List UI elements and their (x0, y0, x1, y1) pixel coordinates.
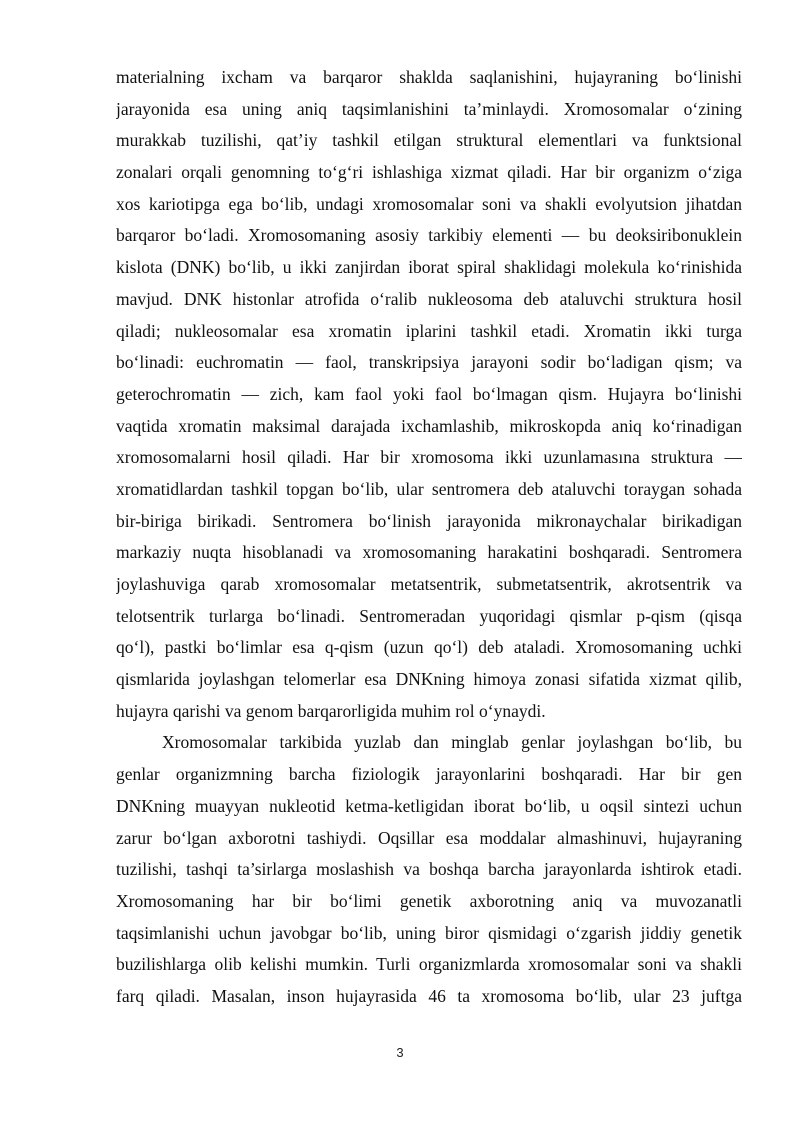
text-line: buzilishlarga olib kelishi mumkin. Turli organizmlarda xromosomalar soni va shakli (116, 954, 742, 975)
text-line: taqsimlanishi uchun javobgar bo‘lib, uning biror qismidagi o‘zgarish jiddiy genetik (116, 922, 742, 943)
text-line: xromosomalarni hosil qiladi. Har bir xromosoma ikki uzunlamasına struktura — (116, 447, 742, 468)
text-line: farq qiladi. Masalan, inson hujayrasida 46 ta xromosoma bo‘lib, ular 23 juftga (116, 985, 742, 1006)
text-line: bo‘linadi: euchromatin — faol, transkripsiya jarayoni sodir bo‘ladigan qism; va (116, 352, 742, 373)
text-line: vaqtida xromatin maksimal darajada ixchamlashib, mikroskopda aniq ko‘rinadigan (116, 415, 742, 436)
body-text (116, 62, 742, 1013)
text-line: kislota (DNK) bo‘lib, u ikki zanjirdan iborat spiral shaklidagi molekula ko‘rinishida (116, 257, 742, 278)
text-line: DNKning muayyan nukleotid ketma-ketligidan iborat bo‘lib, u oqsil sintezi uchun (116, 795, 742, 816)
text-line: qiladi; nukleosomalar esa xromatin iplarini tashkil etadi. Xromatin ikki turga (116, 320, 742, 341)
paragraph (116, 727, 742, 1012)
text-line: genlar organizmning barcha fiziologik jarayonlarini boshqaradi. Har bir gen (116, 764, 742, 785)
text-line: joylashuviga qarab xromosomalar metatsentrik, submetatsentrik, akrotsentrik va (116, 574, 742, 594)
text-line: xos kariotipga ega bo‘lib, undagi xromosomalar soni va shakli evolyutsion jihatdan (116, 193, 742, 214)
text-line: telotsentrik turlarga bo‘linadi. Sentromeradan yuqoridagi qismlar p-qism (qisqa (116, 605, 742, 626)
text-line: geterochromatin — zich, kam faol yoki faol bo‘lmagan qism. Hujayra bo‘linishi (116, 383, 742, 404)
text-line: xromatidlardan tashkil topgan bo‘lib, ular sentromera deb ataluvchi toraygan sohada (116, 478, 742, 499)
text-line: qismlarida joylashgan telomerlar esa DNKning himoya zonasi sifatida xizmat qilib, (116, 669, 742, 690)
text-line: mavjud. DNK histonlar atrofida o‘ralib nukleosoma deb ataluvchi struktura hosil (116, 288, 742, 309)
text-line: zarur bo‘lgan axborotni tashiydi. Oqsillar esa moddalar almashinuvi, hujayraning (116, 827, 742, 848)
text-line: bir-biriga birikadi. Sentromera bo‘linish jarayonida mikronaychalar birikadigan (116, 510, 742, 531)
page-number: 3 (396, 1045, 404, 1060)
text-line: tuzilishi, tashqi ta’sirlarga moslashish va boshqa barcha jarayonlarda ishtirok etadi. (116, 859, 742, 880)
text-line: hujayra qarishi va genom barqarorligida muhim rol o‘ynaydi. (116, 700, 546, 721)
text-line: Xromosomalar tarkibida yuzlab dan minglab genlar joylashgan bo‘lib, bu (162, 732, 742, 753)
text-line: materialning ixcham va barqaror shaklda saqlanishini, hujayraning bo‘linishi (116, 67, 742, 87)
text-line: barqaror bo‘ladi. Xromosomaning asosiy tarkibiy elementi — bu deoksiribonuklein (116, 225, 742, 246)
text-line: qo‘l), pastki bo‘limlar esa q-qism (uzun qo‘l) deb ataladi. Xromosomaning uchki (116, 637, 742, 658)
text-line: zonalari orqali genomning to‘g‘ri ishlashiga xizmat qiladi. Har bir organizm o‘ziga (116, 162, 742, 183)
text-line: jarayonida esa uning aniq taqsimlanishini ta’minlaydi. Xromosomalar o‘zining (116, 98, 742, 119)
text-line: markaziy nuqta hisoblanadi va xromosomaning harakatini boshqaradi. Sentromera (116, 542, 742, 563)
text-line: Xromosomaning har bir bo‘limi genetik axborotning aniq va muvozanatli (116, 890, 742, 911)
text-line: murakkab tuzilishi, qat’iy tashkil etilgan struktural elementlari va funktsional (116, 130, 742, 151)
paragraph (116, 62, 742, 727)
